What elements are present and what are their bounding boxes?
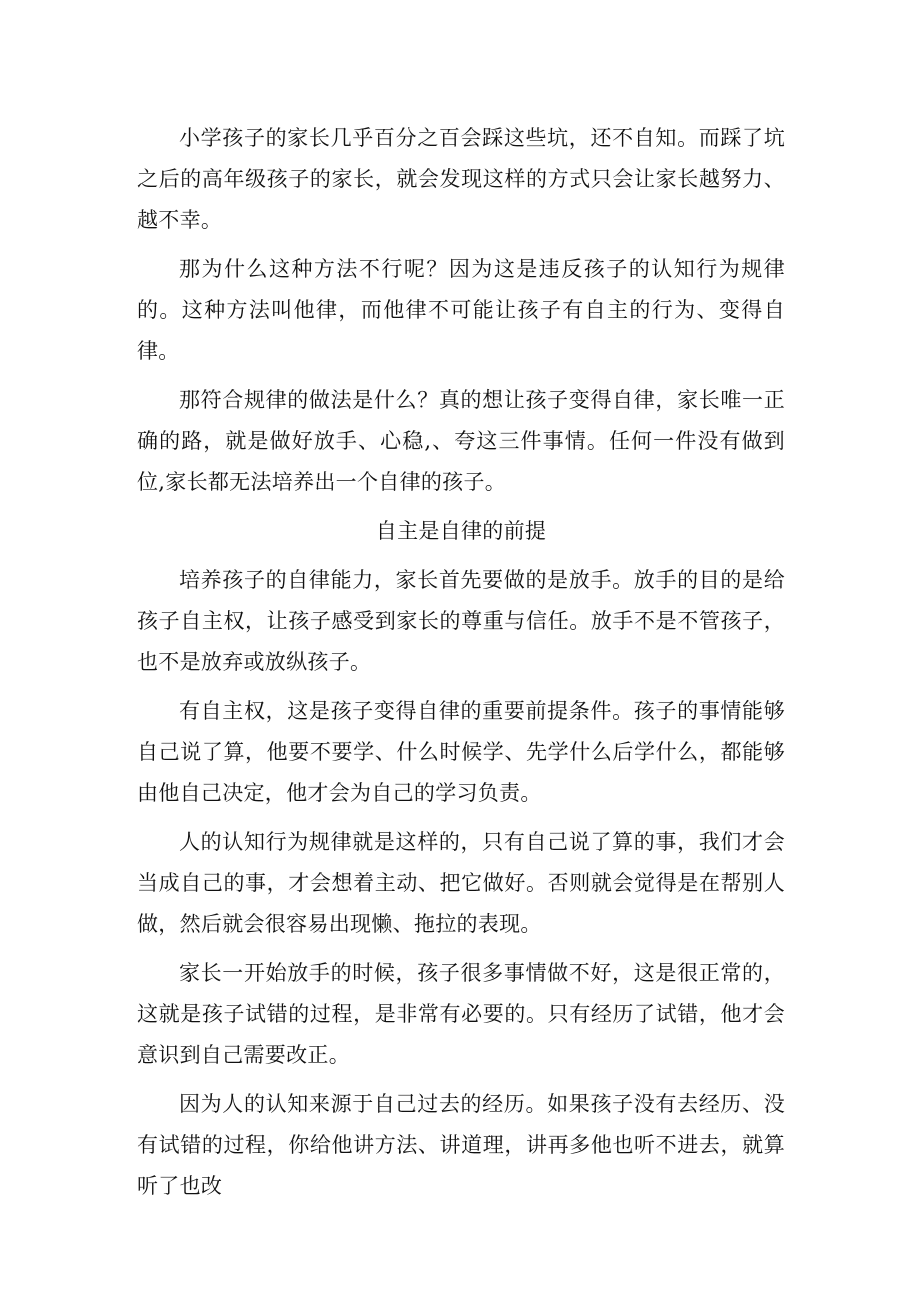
paragraph-6: 人的认知行为规律就是这样的，只有自己说了算的事，我们才会当成自己的事，才会想着主动、把它做好。否则就会觉得是在帮别人做，然后就会很容易出现懒、拖拉的表现。 [137,830,785,936]
paragraph-2: 那为什么这种方法不行呢？因为这是违反孩子的认知行为规律的。这种方法叫他律，而他律不可能让孩子有自主的行为、变得自律。 [137,257,785,363]
document-body [137,118,785,1215]
paragraph-1: 小学孩子的家长几乎百分之百会踩这些坑，还不自知。而踩了坑之后的高年级孩子的家长，就会发现这样的方式只会让家长越努力、越不幸。 [137,126,785,232]
paragraph-3: 那符合规律的做法是什么？真的想让孩子变得自律，家长唯一正确的路，就是做好放手、心稳,、夸这三件事情。任何一件没有做到位,家长都无法培养出一个自律的孩子。 [137,388,785,494]
paragraph-4: 培养孩子的自律能力，家长首先要做的是放手。放手的目的是给孩子自主权，让孩子感受到家长的尊重与信任。放手不是不管孩子，也不是放弃或放纵孩子。 [137,568,785,674]
section-heading: 自主是自律的前提 [375,519,547,543]
paragraph-7: 家长一开始放手的时候，孩子很多事情做不好，这是很正常的，这就是孩子试错的过程，是非常有必要的。只有经历了试错，他才会意识到自己需要改正。 [137,961,785,1067]
paragraph-5: 有自主权，这是孩子变得自律的重要前提条件。孩子的事情能够自己说了算，他要不要学、什么时候学、先学什么后学什么，都能够由他自己决定，他才会为自己的学习负责。 [137,699,785,805]
paragraph-8: 因为人的认知来源于自己过去的经历。如果孩子没有去经历、没有试错的过程，你给他讲方法、讲道理，讲再多他也听不进去，就算听了也改 [137,1092,785,1198]
